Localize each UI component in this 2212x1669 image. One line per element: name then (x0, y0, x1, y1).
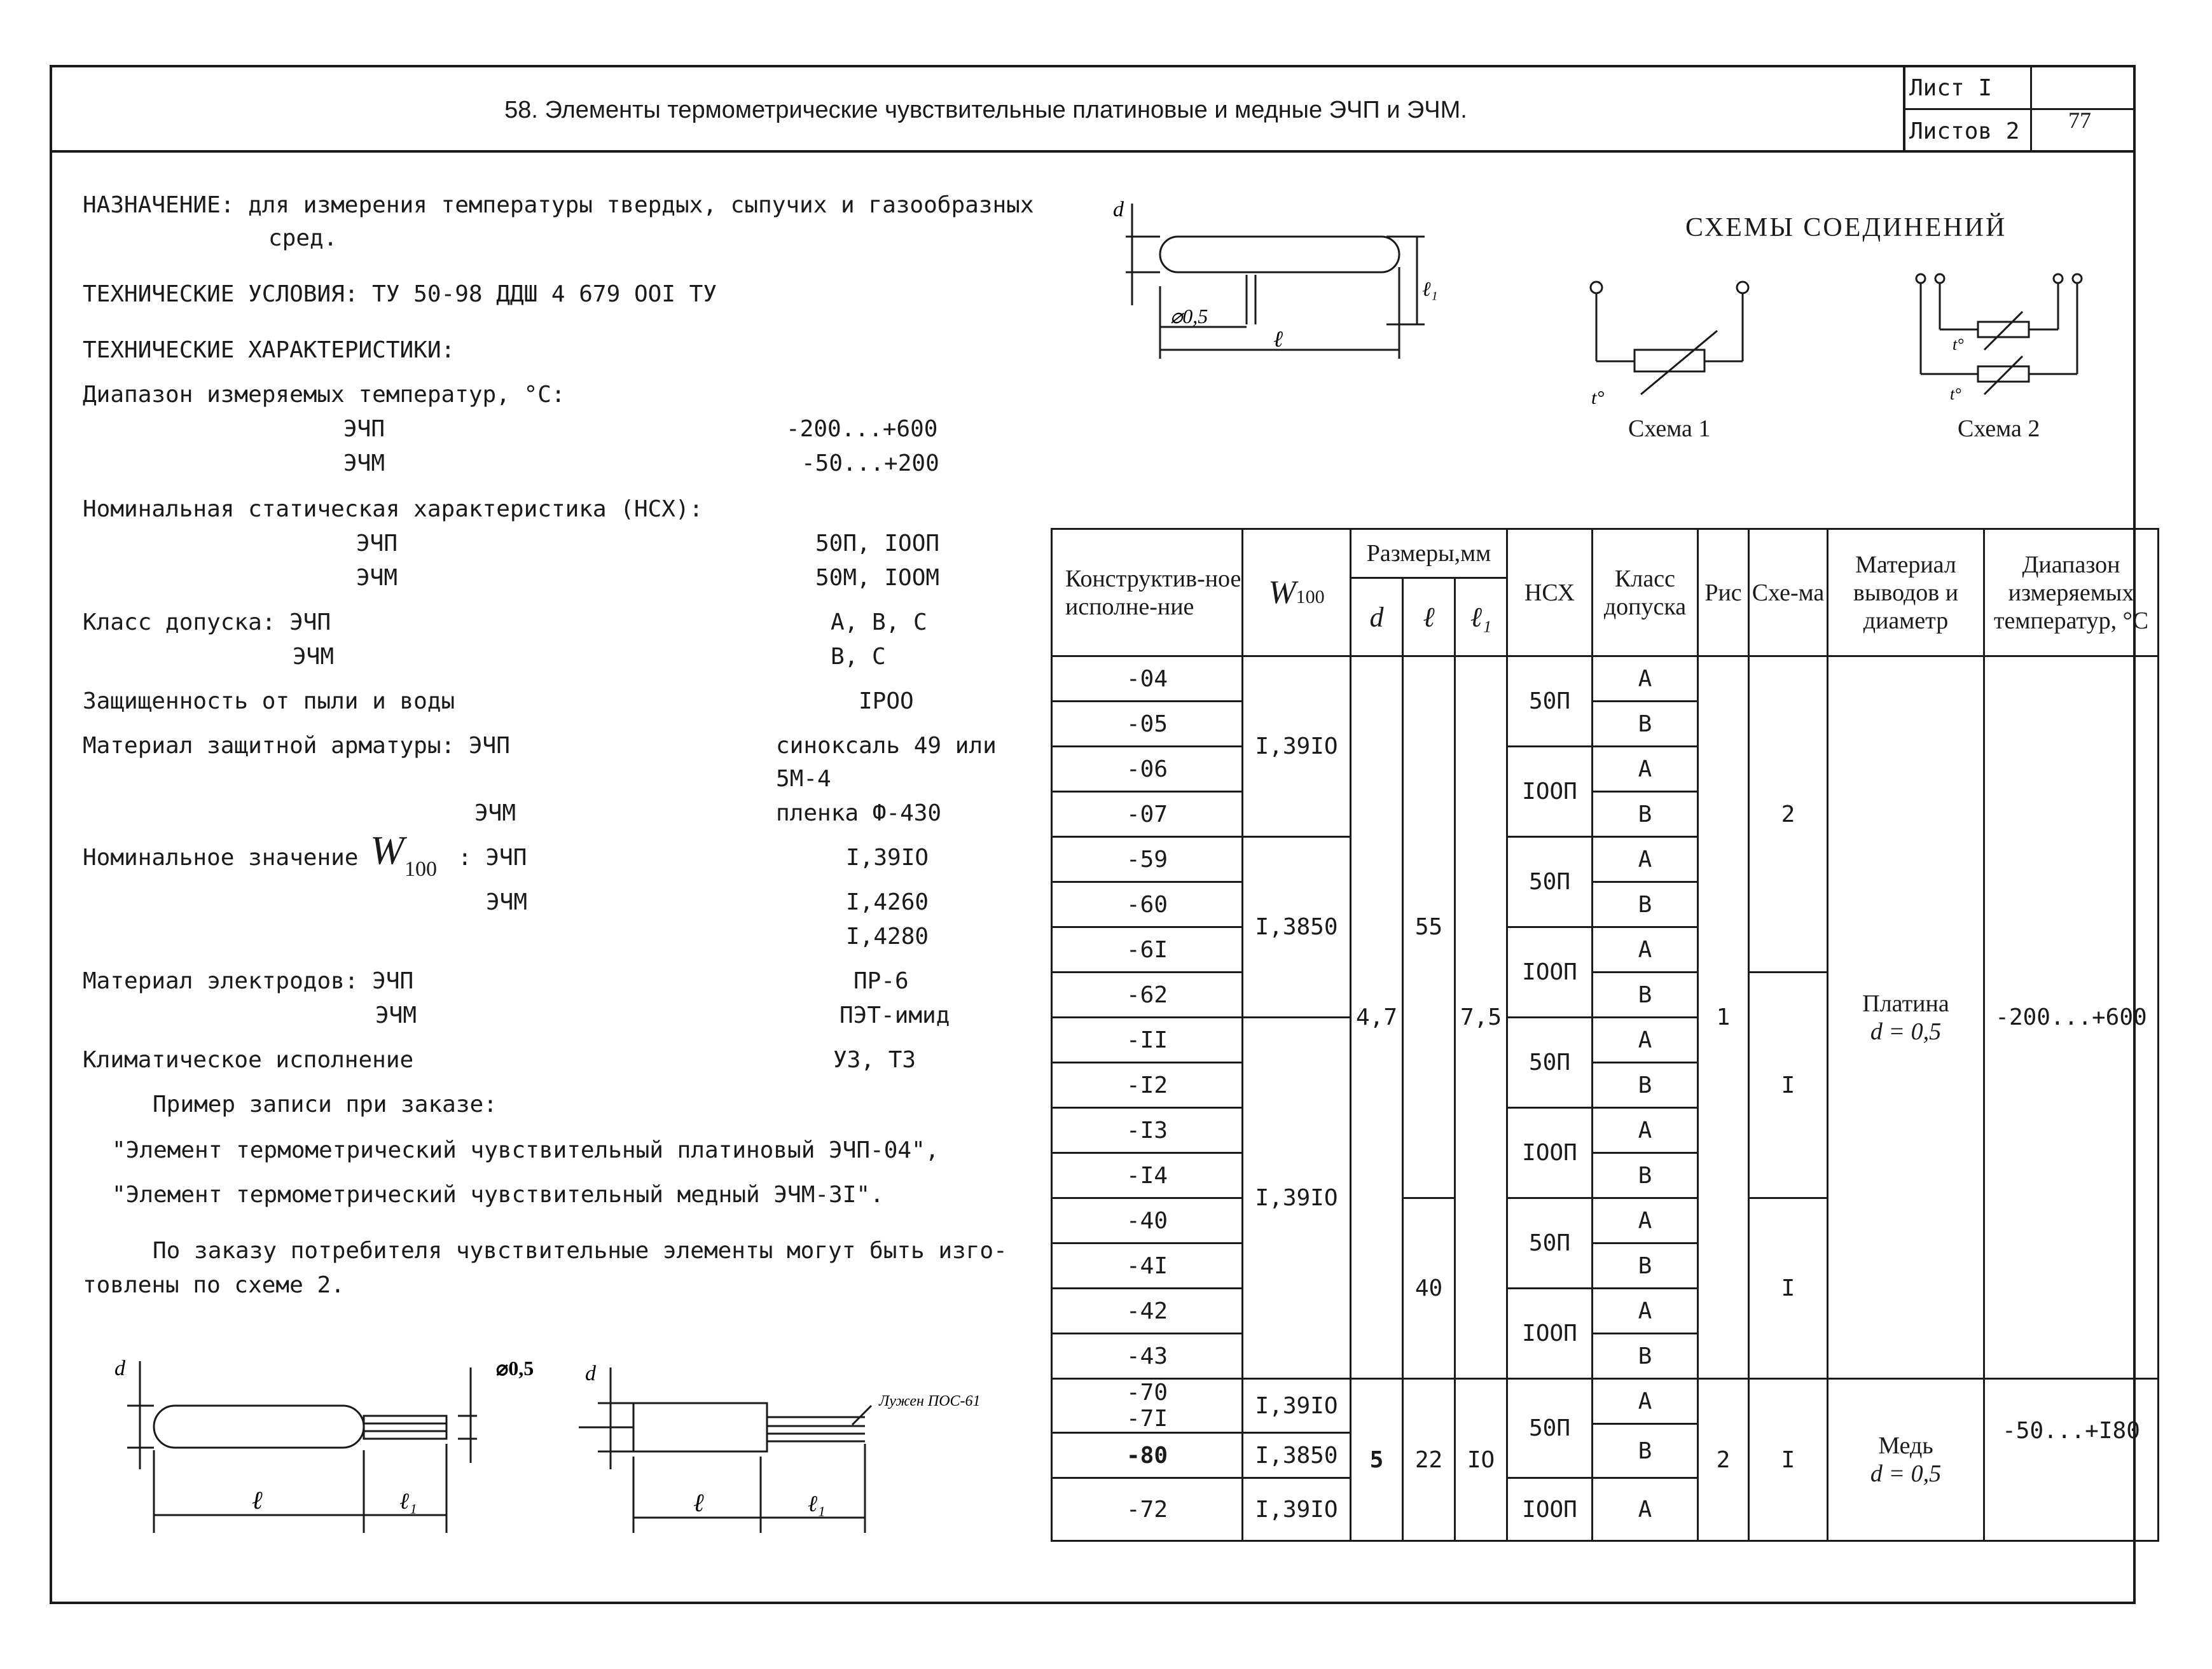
dim-l: ℓ (1273, 326, 1283, 352)
design-cell: -59 (1052, 837, 1243, 882)
l-cell: 55 (1403, 656, 1455, 1198)
sensor-drawing-top (1107, 191, 1437, 375)
design-cell: -06 (1052, 747, 1243, 792)
class-cell: В (1593, 1424, 1698, 1478)
nsx-cell: IOOП (1507, 747, 1593, 837)
col-range-header: Диапазон измеряемых температур, °С (1984, 529, 2159, 656)
material-name: Медь (1878, 1432, 1933, 1459)
sensor-body-outline (633, 1403, 767, 1451)
design-cell: -40 (1052, 1198, 1243, 1243)
class-cell: В (1593, 1153, 1698, 1198)
scheme-2-diagram (1908, 267, 2118, 413)
class-cell: В (1593, 792, 1698, 837)
range-m-name: ЭЧМ (343, 450, 385, 476)
class-cell: В (1593, 1243, 1698, 1289)
nsx-cell: 50П (1507, 1018, 1593, 1108)
order-example-1: "Элемент термометрический чувствительный платиновый ЭЧП-04", (112, 1137, 939, 1163)
armor-m-value: пленка Ф-430 (776, 800, 942, 826)
w-cell: I,3850 (1243, 1433, 1351, 1478)
class-label: Класс допуска: ЭЧП (83, 609, 331, 635)
design-cell: -72 (1052, 1478, 1243, 1541)
class-m-name: ЭЧМ (293, 644, 335, 670)
tech-conditions: ТЕХНИЧЕСКИЕ УСЛОВИЯ: ТУ 50-98 ДДШ 4 679 OOI ТУ (83, 281, 717, 307)
d-cell: 5 (1351, 1379, 1403, 1541)
w100-p-value: I,39IO (846, 845, 929, 871)
l-cell: 40 (1403, 1198, 1455, 1379)
class-cell: В (1593, 882, 1698, 927)
header-divider (50, 150, 2136, 153)
electrodes-p-value: ПР-6 (854, 968, 909, 994)
dim-l1: ℓ₁ (1422, 277, 1437, 300)
class-cell: В (1593, 973, 1698, 1018)
class-cell: В (1593, 702, 1698, 747)
nsx-cell: 50П (1507, 1379, 1593, 1478)
class-cell: В (1593, 1334, 1698, 1379)
nsx-m-value: 50М, IOOМ (815, 565, 940, 591)
protection-value: IPOO (859, 688, 914, 714)
col-class-header: Класс допуска (1593, 529, 1698, 656)
nsx-cell: IOOП (1507, 927, 1593, 1018)
nsx-cell: 50П (1507, 1198, 1593, 1289)
range-cell: -200...+600 (1984, 656, 2159, 1379)
col-nsx-header: НСХ (1507, 529, 1593, 656)
nsx-cell: IOOП (1507, 1289, 1593, 1379)
electrodes-label: Материал электродов: ЭЧП (83, 968, 414, 994)
class-cell: А (1593, 927, 1698, 973)
nsx-p-value: 50П, IOOП (815, 530, 940, 557)
fig-cell: 2 (1698, 1379, 1749, 1541)
material-cell (1828, 1379, 1984, 1541)
note-line-2: товлены по схеме 2. (83, 1272, 345, 1298)
w-cell: I,39IO (1243, 1478, 1351, 1541)
class-cell: А (1593, 837, 1698, 882)
nsx-cell: 50П (1507, 656, 1593, 747)
class-p-value: А, В, С (831, 609, 927, 635)
col-material-header: Материал выводов и диаметр (1828, 529, 1984, 656)
dim-diameter: ⌀0,5 (1170, 305, 1208, 328)
sensors-table (1051, 528, 2159, 1542)
solder-note: Лужен ПОС-61 (879, 1393, 981, 1409)
design-cell: -4I (1052, 1243, 1243, 1289)
range-m-value: -50...+200 (801, 450, 939, 476)
design-cell: -07 (1052, 792, 1243, 837)
design-cell: -80 (1052, 1433, 1243, 1478)
page-title: 58. Элементы термометрические чувствительные платиновые и медные ЭЧП и ЭЧМ. (504, 97, 1467, 123)
armor-p-value-2: 5М-4 (776, 766, 831, 792)
class-cell: А (1593, 747, 1698, 792)
order-example-heading: Пример записи при заказе: (153, 1091, 497, 1118)
fig-cell: 1 (1698, 656, 1749, 1379)
d-cell: 4,7 (1351, 656, 1403, 1379)
material-diameter: d = 0,5 (1870, 1460, 1942, 1487)
range-p-name: ЭЧП (343, 416, 385, 442)
sheet-label: Лист I (1909, 75, 1993, 101)
material-cell (1828, 656, 1984, 1379)
range-cell: -50...+I80 (1984, 1379, 2159, 1541)
col-fig-header: Рис (1698, 529, 1749, 656)
design-cell: -43 (1052, 1334, 1243, 1379)
sensor-drawing-bottom-right (572, 1342, 1030, 1533)
w-cell: I,39IO (1243, 1379, 1351, 1433)
class-m-value: В, С (831, 644, 886, 670)
dim-l1: ℓ₁ (808, 1491, 826, 1516)
sensor-drawing-bottom-left (102, 1342, 560, 1533)
scheme-cell: I (1749, 1379, 1828, 1541)
w-cell: I,39IO (1243, 1018, 1351, 1379)
purpose-line-2: сред. (268, 225, 338, 251)
col-scheme-header: Схе-ма (1749, 529, 1828, 656)
w-cell: I,3850 (1243, 837, 1351, 1018)
design-cell: -II (1052, 1018, 1243, 1063)
sheets-label: Листов 2 (1909, 118, 2020, 144)
nsx-m-name: ЭЧМ (356, 565, 398, 591)
nsx-cell: IOOП (1507, 1108, 1593, 1198)
dim-l: ℓ (252, 1486, 263, 1514)
note-line-1: По заказу потребителя чувствительные элементы могут быть изго- (153, 1238, 1007, 1264)
nsx-p-name: ЭЧП (356, 530, 398, 557)
climate-value: У3, Т3 (833, 1047, 916, 1073)
material-diameter: d = 0,5 (1870, 1018, 1942, 1045)
scheme-2-label: Схема 2 (1958, 415, 2040, 442)
design-cell: -6I (1052, 927, 1243, 973)
w-cell: I,39IO (1243, 656, 1351, 837)
col-l-header: ℓ (1403, 578, 1455, 656)
l1-cell: IO (1455, 1379, 1507, 1541)
t-label-2a: t° (1953, 335, 1964, 354)
w100-m-name: ЭЧМ (486, 889, 528, 915)
class-cell: А (1593, 1379, 1698, 1424)
class-cell: А (1593, 1198, 1698, 1243)
sensor-body-outline (1160, 237, 1399, 272)
resistor-icon (1635, 350, 1704, 371)
w-sub: 100 (1296, 586, 1325, 607)
w100-m-value-1: I,4260 (846, 889, 929, 915)
w100-sub: 100 (404, 857, 437, 881)
col-d-header: d (1351, 578, 1403, 656)
dim-diameter: ⌀0,5 (496, 1357, 534, 1380)
scheme-1-label: Схема 1 (1628, 415, 1711, 442)
electrodes-m-name: ЭЧМ (375, 1002, 417, 1028)
design-cell: -I3 (1052, 1108, 1243, 1153)
dim-d: d (585, 1362, 596, 1385)
col-l1-header: ℓ₁ (1455, 578, 1507, 656)
nsx-cell: IOOП (1507, 1478, 1593, 1541)
w100-label: Номинальное значение (83, 845, 359, 871)
col-w-header (1243, 529, 1351, 656)
armor-p-value-1: синоксаль 49 или (776, 733, 997, 759)
design-value: -7I (1126, 1406, 1168, 1432)
armor-label: Материал защитной арматуры: ЭЧП (83, 733, 510, 759)
class-cell: А (1593, 1018, 1698, 1063)
design-cell: -I4 (1052, 1153, 1243, 1198)
t-label-1: t° (1591, 387, 1605, 408)
class-cell: В (1593, 1063, 1698, 1108)
range-label: Диапазон измеряемых температур, °С: (83, 382, 565, 408)
design-cell: -04 (1052, 656, 1243, 702)
sensor-body-outline (154, 1406, 364, 1448)
protection-label: Защищенность от пыли и воды (83, 688, 455, 714)
w-symbol: W (1268, 574, 1296, 611)
dim-d: d (1113, 198, 1124, 221)
scheme-cell: I (1749, 1198, 1828, 1379)
w100-p-name: : ЭЧП (458, 845, 527, 871)
l-cell: 22 (1403, 1379, 1455, 1541)
design-cell: -I2 (1052, 1063, 1243, 1108)
design-cell: -62 (1052, 973, 1243, 1018)
armor-m-name: ЭЧМ (474, 800, 516, 826)
class-cell: А (1593, 1478, 1698, 1541)
material-name: Платина (1862, 990, 1949, 1017)
tech-characteristics-heading: ТЕХНИЧЕСКИЕ ХАРАКТЕРИСТИКИ: (83, 337, 455, 363)
col-design-header: Конструктив-ное исполне-ние (1052, 529, 1243, 656)
scheme-cell: 2 (1749, 656, 1828, 973)
scheme-1-diagram (1577, 267, 1794, 413)
dim-l: ℓ (693, 1488, 704, 1517)
schemes-title: СХЕМЫ СОЕДИНЕНИЙ (1685, 213, 2007, 242)
dim-l1: ℓ₁ (399, 1488, 417, 1514)
nsx-label: Номинальная статическая характеристика (НСХ): (83, 496, 703, 522)
design-cell: -42 (1052, 1289, 1243, 1334)
scheme-cell: I (1749, 973, 1828, 1198)
climate-label: Климатическое исполнение (83, 1047, 414, 1073)
w100-m-value-2: I,4280 (846, 924, 929, 950)
design-value: -70 (1126, 1380, 1168, 1406)
class-cell: А (1593, 1289, 1698, 1334)
purpose-line-1: НАЗНАЧЕНИЕ: для измерения температуры твердых, сыпучих и газообразных (83, 192, 1034, 218)
dim-d: d (114, 1357, 125, 1380)
w100-symbol: W (370, 828, 404, 873)
design-cell: -60 (1052, 882, 1243, 927)
class-cell: А (1593, 656, 1698, 702)
class-cell: А (1593, 1108, 1698, 1153)
range-p-value: -200...+600 (786, 416, 938, 442)
nsx-cell: 50П (1507, 837, 1593, 927)
page-number: 77 (2068, 107, 2091, 133)
t-label-2b: t° (1950, 385, 1961, 403)
l1-cell: 7,5 (1455, 656, 1507, 1379)
electrodes-m-value: ПЭТ-имид (840, 1002, 950, 1028)
col-dims-header: Размеры,мм (1351, 529, 1507, 578)
order-example-2: "Элемент термометрический чувствительный медный ЭЧМ-3I". (112, 1182, 884, 1208)
design-cell: -05 (1052, 702, 1243, 747)
design-cell (1052, 1379, 1243, 1433)
